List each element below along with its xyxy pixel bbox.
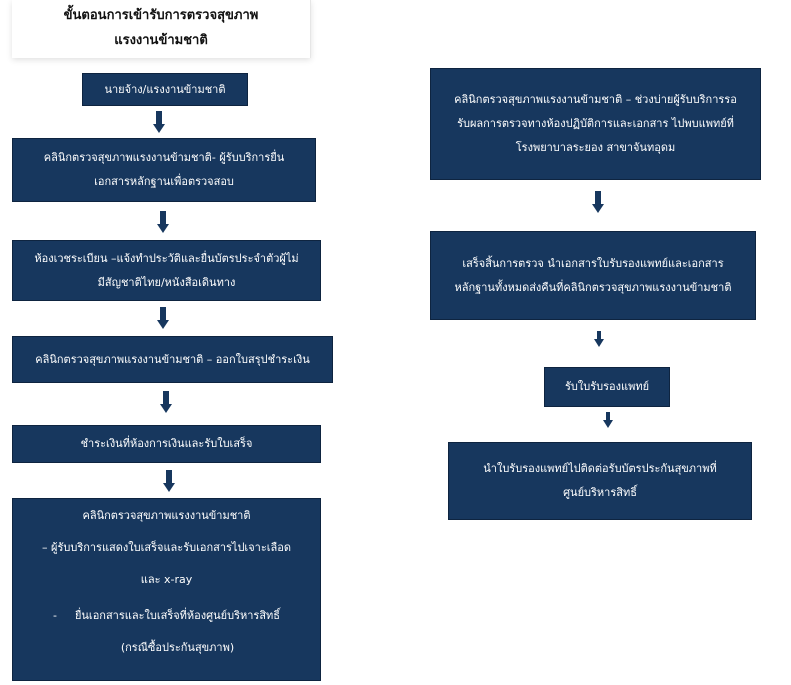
step-text: คลินิกตรวจสุขภาพแรงงานข้ามชาติ- ผู้รับบริการยื่น [43,151,285,164]
step-text: – ผู้รับบริการแสดงใบเสร็จและรับเอกสารไปเจาะเลือด [42,541,291,554]
title-line-2: แรงงานข้ามชาติ [114,33,208,48]
down-arrow-icon [594,331,604,347]
step-text: ชำระเงินที่ห้องการเงินและรับใบเสร็จ [80,437,253,450]
step-text: โรงพยาบาลระยอง สาขาจันทอุดม [515,141,676,154]
step-clinic-document-check [12,138,316,202]
down-arrow-icon [603,412,613,428]
title-line-1: ขั้นตอนการเข้ารับการตรวจสุขภาพ [63,8,259,23]
step-text: ห้องเวชระเบียน –แจ้งทำประวัติและยื่นบัตรประจำตัวผู้ไม่ [34,251,299,265]
down-arrow-icon [163,470,175,492]
bullet-marker: - [52,609,57,622]
step-medical-records [12,240,321,301]
step-text: คลินิกตรวจสุขภาพแรงงานข้ามชาติ [82,509,251,522]
step-employer-worker [82,73,248,106]
step-text: เสร็จสิ้นการตรวจ นำเอกสารใบรับรองแพทย์และเอกสาร [462,256,724,270]
step-text: และ x-ray [140,573,193,586]
step-text: นายจ้าง/แรงงานข้ามชาติ [104,82,226,96]
step-return-documents [430,231,756,320]
step-blood-xray [12,498,321,681]
step-text: ศูนย์บริหารสิทธิ์ [563,486,637,499]
step-text: นำใบรับรองแพทย์ไปติดต่อรับบัตรประกันสุขภาพที่ [483,462,717,475]
step-text: ยื่นเอกสารและใบเสร็จที่ห้องศูนย์บริหารสิทธิ์ [74,609,281,622]
step-text: เอกสารหลักฐานเพื่อตรวจสอบ [94,175,234,188]
step-text: คลินิกตรวจสุขภาพแรงงานข้ามชาติ – ช่วงบ่ายผู้รับบริการรอ [454,93,737,106]
down-arrow-icon [592,191,604,213]
step-text: รับใบรับรองแพทย์ [564,380,650,393]
step-pay-receipt [12,425,321,463]
title-card [12,0,311,58]
step-receive-certificate [544,367,670,407]
down-arrow-icon [160,391,172,413]
step-text: คลินิกตรวจสุขภาพแรงงานข้ามชาติ – ออกใบสรุปชำระเงิน [35,352,310,366]
step-insurance-card [448,442,752,520]
step-text: (กรณีซื้อประกันสุขภาพ) [120,641,235,654]
step-payment-summary [12,336,333,383]
step-text: รับผลการตรวจทางห้องปฏิบัติการและเอกสาร ไปพบแพทย์ที่ [457,117,734,130]
step-text: มีสัญชาติไทย/หนังสือเดินทาง [97,275,236,289]
step-text: หลักฐานทั้งหมดส่งคืนที่คลินิกตรวจสุขภาพแรงงานข้ามชาติ [454,280,732,294]
down-arrow-icon [157,307,169,329]
down-arrow-icon [157,211,169,233]
bullet-item [53,607,280,657]
step-afternoon-results [430,68,761,180]
down-arrow-icon [153,111,165,133]
